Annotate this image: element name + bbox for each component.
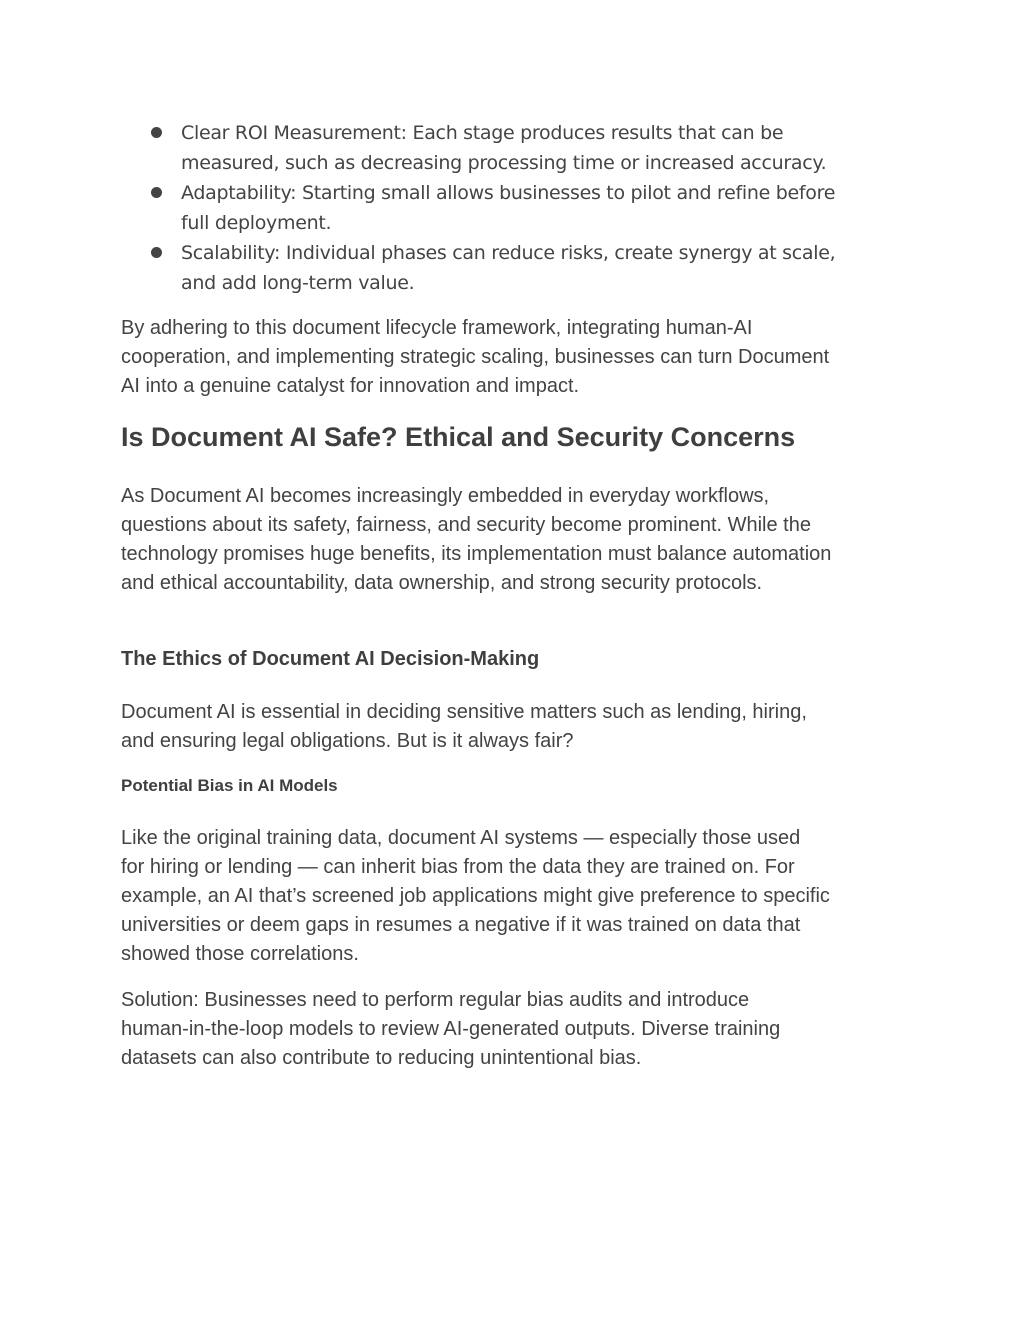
subsection-heading: The Ethics of Document AI Decision-Making <box>121 648 540 670</box>
bullet-dot-icon <box>151 127 162 138</box>
bullet-line: Adaptability: Starting small allows businesses to pilot and refine before <box>181 182 836 204</box>
bullet-item-adaptability <box>121 178 911 238</box>
paragraph-line: Document AI is essential in deciding sensitive matters such as lending, hiring, <box>121 701 807 723</box>
bullet-line: Clear ROI Measurement: Each stage produces results that can be <box>181 122 784 144</box>
paragraph-line: and ethical accountability, data ownership, and strong security protocols. <box>121 572 763 594</box>
paragraph-line: As Document AI becomes increasingly embedded in everyday workflows, <box>121 485 770 507</box>
paragraph-line: cooperation, and implementing strategic scaling, businesses can turn Document <box>121 346 830 368</box>
bullet-dot-icon <box>151 187 162 198</box>
paragraph-line: datasets can also contribute to reducing unintentional bias. <box>121 1047 642 1069</box>
paragraph-line: universities or deem gaps in resumes a negative if it was trained on data that <box>121 914 801 936</box>
intro-paragraph <box>121 314 911 401</box>
bullet-line: and add long-term value. <box>181 272 415 294</box>
section-paragraph <box>121 482 911 598</box>
subsection-paragraph <box>121 698 911 756</box>
paragraph-line: AI into a genuine catalyst for innovation and impact. <box>121 375 580 397</box>
minor-heading: Potential Bias in AI Models <box>121 776 338 795</box>
bullet-line: Scalability: Individual phases can reduce risks, create synergy at scale, <box>181 242 836 264</box>
bias-paragraph <box>121 824 911 969</box>
bullet-dot-icon <box>151 247 162 258</box>
section-heading: Is Document AI Safe? Ethical and Security Concerns <box>121 422 796 452</box>
paragraph-line: and ensuring legal obligations. But is it always fair? <box>121 730 574 752</box>
paragraph-line: for hiring or lending — can inherit bias from the data they are trained on. For <box>121 856 795 878</box>
bullet-item-roi <box>121 118 911 178</box>
paragraph-line: showed those correlations. <box>121 943 359 965</box>
paragraph-line: human-in-the-loop models to review AI-generated outputs. Diverse training <box>121 1018 781 1040</box>
paragraph-line: By adhering to this document lifecycle framework, integrating human-AI <box>121 317 753 339</box>
paragraph-line: questions about its safety, fairness, and security become prominent. While the <box>121 514 811 536</box>
benefits-bullet-list <box>121 118 911 298</box>
paragraph-line: technology promises huge benefits, its implementation must balance automation <box>121 543 832 565</box>
paragraph-line: Solution: Businesses need to perform regular bias audits and introduce <box>121 989 750 1011</box>
bullet-item-scalability <box>121 238 911 298</box>
paragraph-line: example, an AI that’s screened job applications might give preference to specific <box>121 885 830 907</box>
bullet-line: measured, such as decreasing processing time or increased accuracy. <box>181 152 827 174</box>
paragraph-line: Like the original training data, document AI systems — especially those used <box>121 827 801 849</box>
bullet-line: full deployment. <box>181 212 332 234</box>
solution-paragraph <box>121 986 911 1073</box>
